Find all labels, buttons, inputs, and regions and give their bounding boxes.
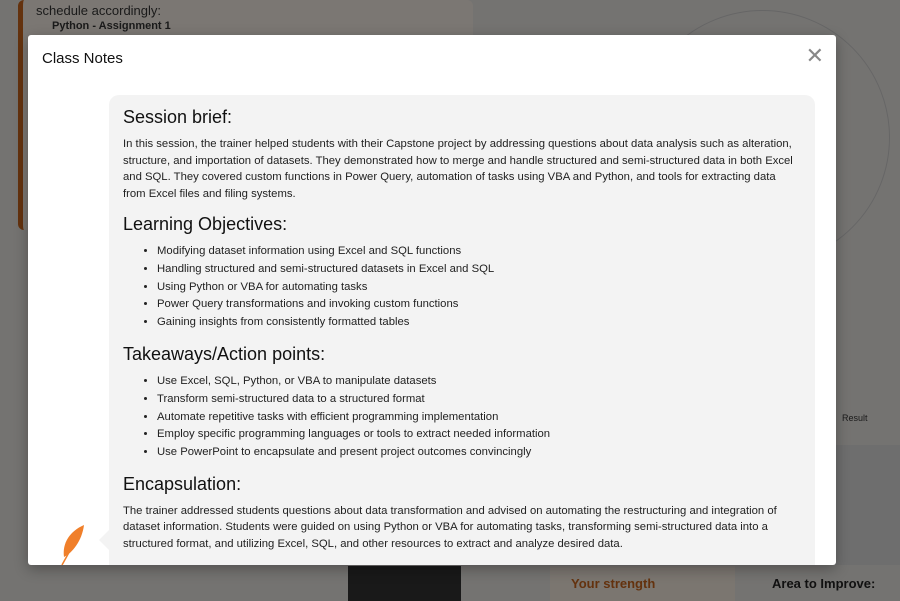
notes-card [109,95,815,565]
section-heading: Learning Objectives: [123,214,288,234]
feather-icon [58,523,88,565]
close-icon[interactable]: ✕ [805,43,824,68]
list-item: • Power Query transformations and invoking custom functions [157,296,801,314]
list-item: • Use PowerPoint to encapsulate and present project outcomes convincingly [157,444,801,462]
encapsulation-text: The trainer addressed students questions about data transformation and advised on automating the restructuring and integration of dataset information. Students were guided on using Python or VBA for automating tasks, transforming semi-structured data into a structured format, and utilizing Excel, SQL, and other resources to extract and analyze desired data. [123,504,777,550]
takeaways-list [157,373,801,462]
section-heading: Encapsulation: [123,473,242,494]
list-item: • Handling structured and semi-structured datasets in Excel and SQL [157,261,801,279]
modal-title: Class Notes [42,50,123,67]
schedule-text: schedule accordingly: [36,3,162,18]
learning-objectives-list [157,243,801,332]
list-item: • Transform semi-structured data to a structured format [157,391,801,409]
list-item: • Gaining insights from consistently formatted tables [157,314,801,332]
list-item: • Modifying dataset information using Excel and SQL functions [157,243,801,261]
section-heading: Takeaways/Action points: [123,343,326,364]
section-heading: Session brief: [123,107,233,127]
list-item: • Use Excel, SQL, Python, or VBA to manipulate datasets [157,373,801,391]
assignment-item: Python - Assignment 1 [52,20,171,32]
class-notes-modal [28,35,836,565]
list-item: • Using Python or VBA for automating tasks [157,279,801,297]
result-label: Result [842,413,868,423]
session-brief-text: In this session, the trainer helped students with their Capstone project by addressing questions about data analysis such as alteration, structure, and importation of datasets. They demonstrated how to merge and handle structured and semi-structured data in both Excel and SQL. They covered custom functions in Power Query, automation of tasks using VBA and Python, and tools for extracting data from Excel files and filing systems. [123,138,793,200]
list-item: • Automate repetitive tasks with efficient programming implementation [157,409,801,427]
list-item: • Employ specific programming languages or tools to extract needed information [157,426,801,444]
